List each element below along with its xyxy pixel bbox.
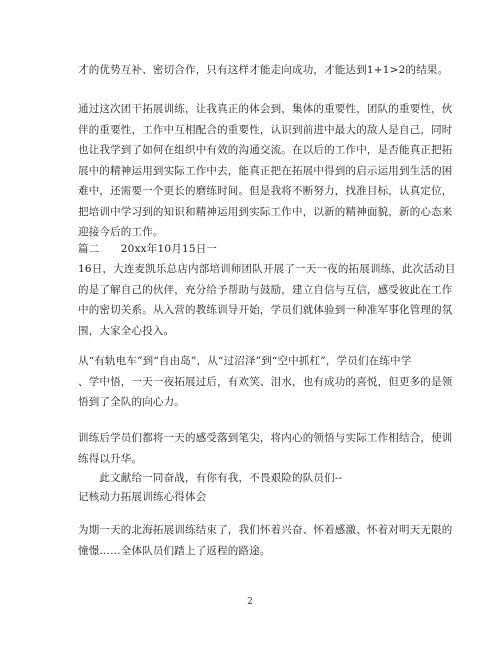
text-line: 围，大家全心投入。	[78, 324, 175, 337]
text-line: 、学中悟，一天一夜拓展过后，有欢笑、泪水，也有成功的喜悦，但更多的是领	[78, 375, 453, 388]
text-line: 难中，还需要一个更长的磨练时间。但是我将不断努力，找准目标，认真定位，	[78, 185, 453, 197]
text-line: 才的优势互补、密切合作，只有这样才能走向成功，才能达到1+1>2的结果。	[78, 64, 449, 76]
text-line: 中的密切关系。从入营的教练训导开始，学员们就体验到一种准军事化管理的氛	[78, 304, 453, 316]
text-line: 从“有轨电车”到“自由岛”，从“过沼泽”到“空中抓杠”，学员们在练中学	[78, 355, 412, 367]
text-line: 篇二 20xx年10月15日一	[78, 243, 218, 255]
text-line: 也让我学到了如何在组织中有效的沟通交流。在以后的工作中，是否能真正把拓	[78, 144, 453, 156]
section-heading	[78, 239, 430, 260]
text-line: 为期一天的北海拓展训练结束了，我们怀着兴奋、怀着感激、怀着对明天无限的	[78, 524, 453, 536]
text-line: 此文献给一同奋战，有你有我，不畏艰险的队员们--	[78, 472, 343, 484]
text-line: 迎接今后的工作。	[78, 226, 164, 238]
paragraph-4	[78, 351, 453, 413]
text-line: 把培训中学习到的知识和精神运用到实际工作中，以新的精神面貌，新的心态来	[78, 205, 453, 218]
text-line: 训练后学员们都将一天的感受落到笔尖，将内心的领悟与实际工作相结合，使训	[78, 432, 453, 444]
text-line: 练得以升华。	[78, 452, 143, 465]
paragraph-1	[78, 60, 449, 81]
text-line: 记核动力拓展训练心得体会	[78, 491, 207, 503]
paragraph-2	[78, 99, 453, 243]
paragraph-5	[78, 428, 453, 469]
text-line: 憧憬……全体队员们踏上了返程的路途。	[78, 544, 271, 557]
text-line: 展中的精神运用到实际工作中去，能真正把在拓展中得到的启示运用到生活的困	[78, 164, 453, 177]
text-line: 悟到了全队的向心力。	[78, 396, 185, 408]
dedication-line	[78, 468, 430, 489]
paragraph-3	[78, 259, 456, 341]
page-number: 2	[247, 597, 253, 607]
text-line: 的是了解自己的伙伴，充分给予帮助与鼓励，建立自信与互信，感受彼此在工作	[78, 283, 453, 296]
article-title	[78, 487, 430, 508]
text-line: 16日，大连麦凯乐总店内部培训师团队开展了一天一夜的拓展训练，此次活动目	[78, 263, 456, 275]
text-line: 伴的重要性，工作中互相配合的重要性，认识到前进中最大的敌人是自己，同时	[78, 123, 453, 136]
text-line: 通过这次团干拓展训练，让我真正的体会到，集体的重要性，团队的重要性，伙	[78, 103, 453, 115]
paragraph-6	[78, 520, 453, 561]
